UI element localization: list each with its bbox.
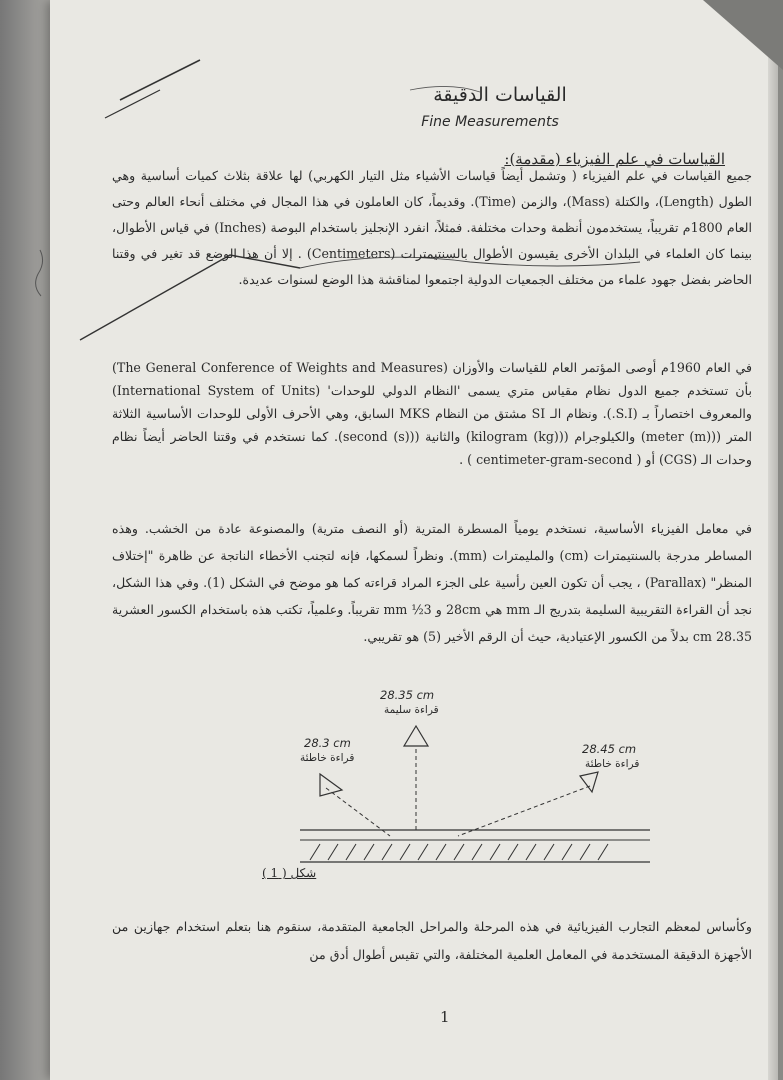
parallax-diagram [280, 690, 660, 885]
figure-caption: شكل ( 1 ) [262, 866, 317, 880]
right-reading-label: قراءة خاطئة [585, 758, 640, 770]
section-heading: القياسات في علم الفيزياء (مقدمة): [504, 150, 725, 168]
left-reading: 28.3 cm [304, 736, 351, 750]
folded-corner [703, 0, 783, 70]
paragraph-intro: جميع القياسات في علم الفيزياء ( وتشمل أيضاً قياسات الأشياء مثل التيار الكهربي) لها علاقة بثلاث كميات أساسية وهي الطول (Length)، والكتلة (Mass)، والزمن (Time). وقديماً، كان العاملون في هذا المجال في مختلف أنحاء العالم وحتى العام 1800م تقريباً، يستخدمون أنظمة وحدات مختلفة. فمثلاً، انفرد الإنجليز باستخدام البوصة (Inches) في قياس الأطوال، بينما كان العلماء في البلدان الأخرى يقيسون الأطوال بالسنتيمترات (Centimeters) . إلا أن هذا الوضع قد تغير في وقتنا الحاضر بفضل جهود علماء من مختلف الجمعيات الدولية اجتمعوا لمناقشة هذا الوضع لسنوات عديدة. [112, 168, 752, 287]
paragraph-parallax: في معامل الفيزياء الأساسية، نستخدم يومياً المسطرة المترية (أو النصف مترية) والمصنوعة عادة من الخشب. وهذه المساطر مدرجة بالسنتيمترات (cm) والمليمترات (mm). ونظراً لسمكها، فإنه لتجنب الأخطاء الناتجة عن ظاهرة "إختلاف المنظر" (Parallax) ، يجب أن تكون العين رأسية على الجزء المراد قراءته كما هو موضح في الشكل (1). وفي هذا الشكل، نجد أن القراءة التقريبية السليمة بتدريج الـ mm هي 28cm و 3½ mm تقريباً. وعلمياً، تكتب هذه باستخدام الكسور العشرية 28.35 cm بدلاً من الكسور الإعتيادية، حيث أن الرقم الأخير (5) هو تقريبي. [112, 521, 753, 644]
page-title-arabic: القياسات الدقيقة [433, 84, 567, 106]
paragraph-si-units: في العام 1960م أوصى المؤتمر العام للقياسات والأوزان (The General Conference of Weights and Measures) بأن تستخدم جميع الدول نظام مقياس متري يسمى 'النظام الدولي للوحدات' (International System of Units) والمعروف اختصاراً بـ (S.I.). ونظام الـ SI مشتق من النظام MKS السابق، وهي الأحرف الأولى للوحدات الأساسية الثلاثة المتر ((meter (m)) والكيلوجرام ((kilogram (kg)) والثانية ((second (s)). كما نستخدم في وقتنا الحاضر أيضاً نظام وحدات الـ (CGS) أو ( centimeter-gram-second ) . [112, 360, 753, 467]
right-reading: 28.45 cm [582, 742, 637, 756]
paragraph-instruments: وكأساس لمعظم التجارب الفيزيائية في هذه المرحلة والمراحل الجامعية المتقدمة، سنقوم هنا بتعلم استخدام جهازين من الأجهزة الدقيقة المستخدمة في المعامل العلمية المختلفة، والتي تقيس أطوال أدق من [112, 919, 752, 962]
page-title-english: Fine Measurements [421, 114, 559, 130]
parallax-figure [280, 690, 660, 885]
page-number: 1 [440, 1008, 450, 1026]
center-reading: 28.35 cm [380, 688, 435, 702]
page-left-edge [0, 0, 50, 1080]
center-reading-label: قراءة سليمة [384, 704, 439, 716]
left-reading-label: قراءة خاطئة [300, 752, 355, 764]
